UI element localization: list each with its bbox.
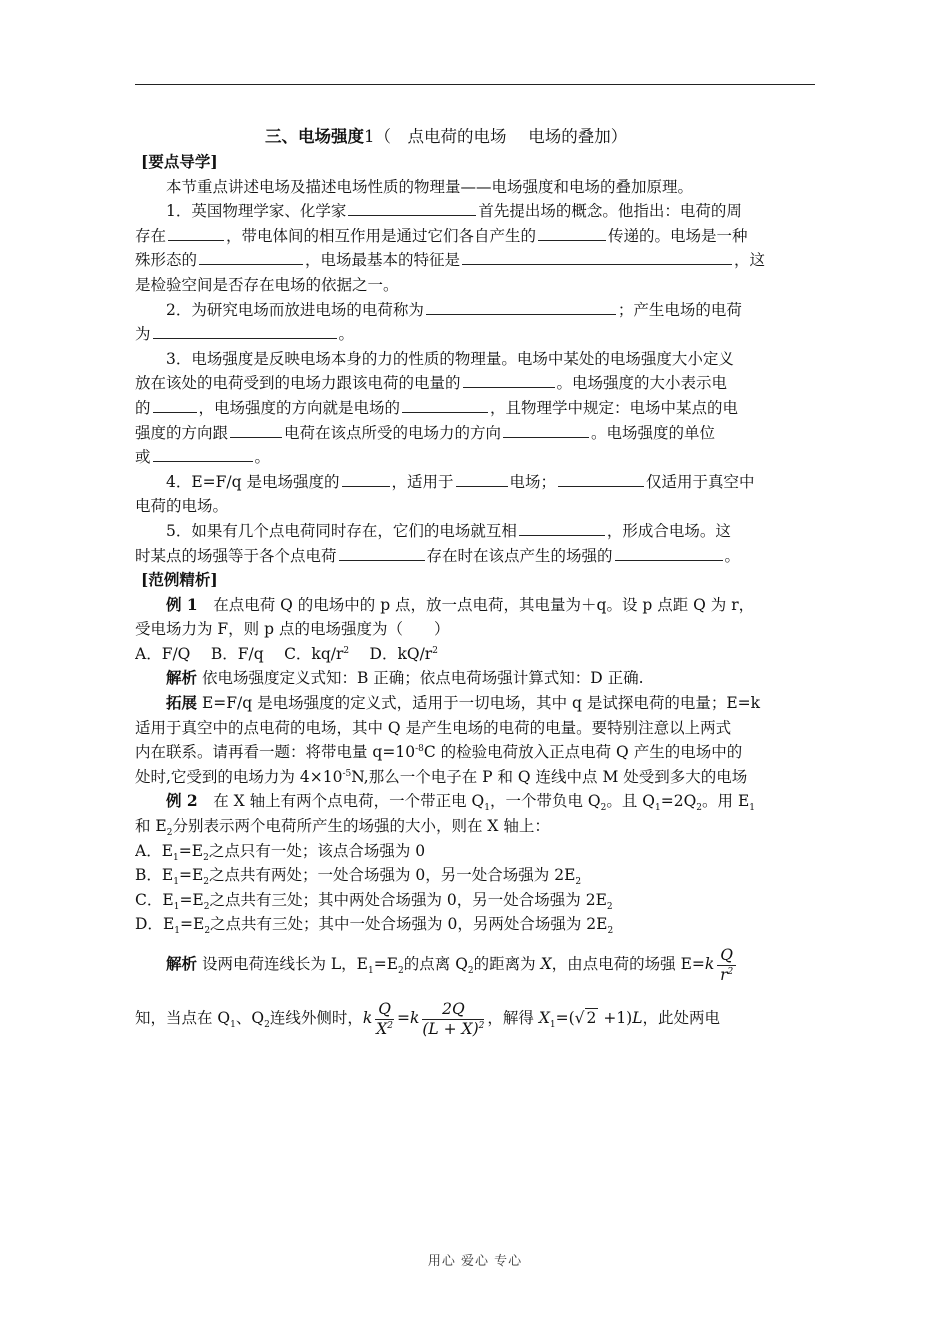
guide-p3-line3: 的 ，电场强度的方向就是电场的 ，且物理学中规定：电场中某点的电 (135, 398, 739, 417)
example2-option-a: A．$E_1=E_2$之点只有一处；该点合场强为 0 (135, 841, 426, 863)
example1-option-b: B．F/q (210, 644, 264, 663)
document-body (135, 124, 775, 1045)
guide-p1-line1: 1．英国物理学家、化学家 首先提出场的概念。他指出：电荷的周 (166, 202, 742, 221)
example1-extension-line1: 拓展 E=F/q 是电场强度的定义式，适用于一切电场，其中 q 是试探电荷的电量；E=k (166, 693, 761, 713)
section-heading-guide: [要点导学] (141, 152, 218, 171)
guide-p1-line4: 是检验空间是否存在电场的依据之一。 (135, 275, 399, 294)
example1-extension-line4: 处时,它受到的电场力为 $4\times 10^{-5}N$,那么一个电子在 P 和 Q 连线中点 M 处受到多大的电场 (135, 767, 748, 786)
guide-p3-line2: 放在该处的电荷受到的电场力跟该电荷的电量的 。电场强度的大小表示电 (135, 374, 728, 393)
example1-extension-line2: 适用于真空中的点电荷的电场，其中 Q 是产生电场的电荷的电量。要特别注意以上两式 (135, 718, 732, 737)
guide-p4-line1: 4．E=F/q 是电场强度的 ，适用于 电场； 仅适用于真空中 (166, 472, 755, 491)
guide-p3-line5: 或 。 (135, 448, 271, 467)
example1-option-d: D．$kQ/r^2$ (369, 644, 438, 663)
equation-left-fraction: $\frac{Q}{X^2}$ (376, 999, 393, 1038)
guide-p3-line4: 强度的方向跟 电荷在该点所受的电场力的方向 。电场强度的单位 (135, 423, 716, 442)
section-heading-examples: [范例精析] (141, 570, 218, 590)
example1-question-line1: 例 1 在点电荷 Q 的电场中的 p 点，放一点电荷，其电量为＋q。设 p 点距 Q 为 r， (166, 594, 755, 614)
example1-extension-line3: 内在联系。请再看一题：将带电量 $q=10^{-8}C$ 的检验电荷放入正点电荷 Q 产生的电场中的 (135, 743, 743, 762)
example1-option-a: A．F/Q (135, 644, 191, 663)
guide-p5-line2: 时某点的场强等于各个点电荷 存在时在该点产生的场强的 。 (135, 546, 741, 565)
guide-p1-line3: 殊形态的 ，电场最基本的特征是 ，这 (135, 251, 766, 270)
example2-question-line2: 和 $E_2$分别表示两个电荷所产生的场强的大小，则在 X 轴上： (135, 817, 550, 839)
guide-p3-line1: 3．电场强度是反映电场本身的力的性质的物理量。电场中某处的电场强度大小定义 (166, 349, 734, 368)
guide-p5-line1: 5．如果有几个点电荷同时存在，它们的电场就互相 ，形成合电场。这 (166, 521, 731, 540)
guide-p1-line2: 存在 ，带电体间的相互作用是通过它们各自产生的 传递的。电场是一种 (135, 226, 748, 245)
example2-option-c: C．$E_1=E_2$之点共有三处；其中两处合场强为 0，另一处合场强为 $2E_2$ (135, 890, 613, 912)
example1-options (135, 642, 775, 667)
title-sub: 1（ 点电荷的电场 电场的叠加） (364, 127, 628, 146)
field-formula-fraction: $\frac{Q}{r^2}$ (717, 946, 736, 985)
example2-question-line1: 例 2 在 X 轴上有两个点电荷，一个带正电 $Q_1$，一个带负电 $Q_2$。且 $Q_1=2Q_2$。用 $E_1$ (166, 791, 755, 814)
guide-p2-line2: 为 。 (135, 325, 355, 344)
header-rule (135, 84, 815, 85)
example2-analysis-line2: 知，当点在 $Q_1$、$Q_2$连线外侧时，k $\frac{Q}{X^2}$ =k $\frac{2Q}{(L + X)^2}$ ，解得 $X_1=(√$ 2 +1)L，此处两电 (135, 999, 721, 1038)
example1-option-c: C．$kq/r^2$ (284, 644, 350, 663)
equation-right-fraction: $\frac{2Q}{(L + X)^2}$ (422, 999, 485, 1038)
guide-p2-line1: 2．为研究电场而放进电场的电荷称为 ；产生电场的电荷 (166, 300, 742, 319)
example2-analysis-line1: 解析 设两电荷连线长为 L，$E_1=E_2$的点离 $Q_2$的距离为 X，由点电荷的场强 E=k $\frac{Q}{r^2}$ (135, 937, 775, 991)
title-main: 三、电场强度 (265, 127, 364, 146)
example2-option-d: D．$E_1=E_2$之点共有三处；其中一处合场强为 0，另两处合场强为 $2E_2$ (135, 915, 614, 937)
example1-question-line2: 受电场力为 F，则 p 点的电场强度为（ ） (135, 620, 450, 639)
example2-option-b: B．$E_1=E_2$之点共有两处；一处合场强为 0，另一处合场强为 $2E_2$ (135, 866, 582, 888)
page-title (135, 124, 775, 150)
example1-analysis: 解析 依电场强度定义式知：B 正确；依点电荷场强计算式知：D 正确. (166, 668, 644, 688)
guide-intro: 本节重点讲述电场及描述电场性质的物理量——电场强度和电场的叠加原理。 (166, 177, 694, 196)
guide-p4-line2: 电荷的电场。 (135, 497, 229, 516)
page-footer: 用心 爱心 专心 (427, 1254, 523, 1269)
